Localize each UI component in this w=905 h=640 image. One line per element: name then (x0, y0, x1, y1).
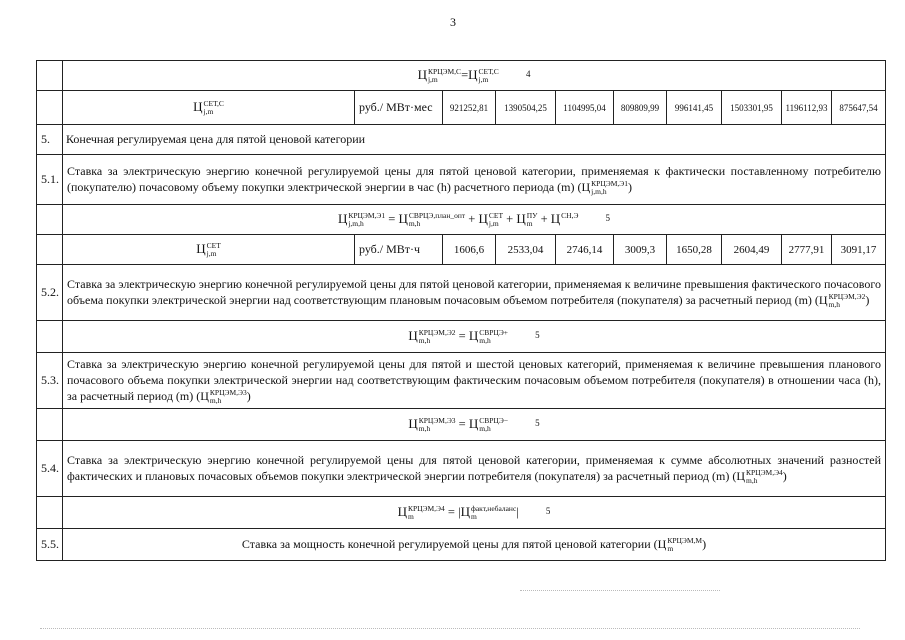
formula-4 (417, 66, 531, 85)
close-paren: ) (865, 292, 870, 307)
value-cell: 809809,99 (614, 91, 667, 125)
sub: m,h (479, 424, 491, 434)
value-cell: 2746,14 (556, 235, 614, 265)
scan-artifact (40, 628, 860, 630)
section-heading: Конечная регулируемая цена для пятой ценовой категории (63, 125, 886, 155)
sup: СЕТ,С (203, 99, 224, 109)
sup: СВРЦЭ+ (479, 328, 509, 338)
row-number-cell (37, 321, 63, 353)
value-cell: 921252,81 (443, 91, 496, 125)
price-symbol: Ц (516, 210, 526, 226)
description-cell (63, 265, 886, 321)
price-symbol: Ц (468, 66, 478, 82)
sup: СЕТ (206, 241, 221, 251)
price-symbol: Ц (408, 327, 418, 343)
value-cell: 1650,28 (667, 235, 722, 265)
description-cell (63, 529, 886, 561)
sub: j,m (206, 249, 217, 259)
symbol-cell (63, 91, 355, 125)
sup: ПУ (526, 211, 538, 221)
value-cell: 2777,91 (782, 235, 832, 265)
price-symbol: Ц (736, 469, 745, 484)
row-number: 5.2. (37, 265, 63, 321)
sup: КРЦЭМ,М (667, 535, 703, 545)
sub: m (470, 512, 477, 522)
sup: КРЦЭМ,С (427, 67, 462, 77)
price-symbol: Ц (193, 98, 203, 114)
table-row (37, 61, 886, 91)
sub: m (526, 219, 533, 229)
sub: j,m (427, 75, 438, 85)
row-number-cell (37, 235, 63, 265)
value-cell: 3009,3 (614, 235, 667, 265)
sup: КРЦЭМ,Э2 (828, 292, 866, 302)
price-symbol: Ц (550, 210, 561, 226)
sup: факт,небаланс (470, 504, 517, 514)
plus-sign: + (468, 211, 476, 226)
page-number: 3 (450, 15, 456, 29)
description-cell (63, 353, 886, 409)
description-cell (63, 155, 886, 205)
equals-sign: = (461, 67, 469, 82)
sub: m (667, 543, 674, 553)
sup: КРЦЭМ,Э1 (591, 179, 628, 189)
table-row (37, 91, 886, 125)
price-symbol: Ц (200, 389, 209, 403)
price-symbol: Ц (460, 504, 470, 520)
sup: СН,Э (561, 211, 579, 221)
value-cell: 2533,04 (496, 235, 556, 265)
equals-sign: = (458, 328, 466, 343)
sub: m,h (828, 300, 841, 310)
value-cell: 1196112,93 (782, 91, 832, 125)
row-number: 5.5. (37, 529, 63, 561)
unit-cell: руб./ МВт·мес (355, 91, 443, 125)
description-text: Ставка за электрическую энергию конечной регулируемой цены для пятой ценовой категории, применяемая к сумме абсолютных значений разностей фактических и плановых почасовых объемов покупки электрической энергии потребителя (покупателя) за расчетный период (m) ( (67, 453, 882, 484)
sup: КРЦЭМ,Э3 (209, 388, 247, 398)
price-symbol: Ц (468, 416, 479, 432)
plus-sign: + (540, 211, 548, 226)
price-symbol: Ц (581, 179, 591, 194)
formula-cell (63, 205, 886, 235)
equals-sign: = (458, 417, 466, 432)
sup: КРЦЭМ,Э3 (418, 416, 456, 426)
row-number: 5. (37, 125, 63, 155)
scan-artifact (520, 590, 720, 592)
row-number: 5.3. (37, 353, 63, 409)
table-row (37, 125, 886, 155)
value-cell: 875647,54 (832, 91, 886, 125)
equals-sign: = (388, 211, 396, 226)
sup: КРЦЭМ,Э4 (407, 504, 445, 514)
sup: КРЦЭМ,Э4 (745, 468, 783, 478)
table-row (37, 497, 886, 529)
price-symbol: Ц (408, 416, 418, 432)
footnote-marker: 5 (605, 212, 611, 223)
sub: m,h (745, 476, 758, 486)
close-paren: ) (246, 389, 251, 403)
description-cell (63, 441, 886, 497)
footnote-marker: 4 (525, 68, 531, 79)
table-row (37, 529, 886, 561)
sub: m,h (418, 336, 431, 346)
price-symbol: Ц (818, 292, 828, 307)
row-number-cell (37, 91, 63, 125)
close-paren: ) (702, 536, 707, 551)
close-paren: ) (782, 469, 787, 484)
price-symbol: Ц (468, 327, 479, 343)
tariff-table (36, 60, 886, 561)
row-number-cell (37, 205, 63, 235)
formula-cell (63, 497, 886, 529)
price-symbol: Ц (397, 504, 407, 520)
footnote-marker: 5 (535, 418, 540, 429)
sub: m,h (209, 396, 222, 406)
sub: m,h (408, 219, 421, 229)
value-cell: 2604,49 (722, 235, 782, 265)
sub: m,h (418, 424, 431, 434)
sub: j,m (203, 107, 214, 117)
equals-sign: = (447, 505, 455, 520)
value-cell: 1390504,25 (496, 91, 556, 125)
sup: СЕТ (488, 211, 504, 221)
table-row (37, 265, 886, 321)
price-symbol: Ц (398, 210, 408, 226)
table-row (37, 409, 886, 441)
formula-cell (63, 61, 886, 91)
value-cell: 996141,45 (667, 91, 722, 125)
unit-cell: руб./ МВт·ч (355, 235, 443, 265)
close-paren: ) (627, 179, 632, 194)
table-row (37, 321, 886, 353)
sub: m (407, 512, 414, 522)
sub: j,m (488, 219, 499, 229)
sub: j,m,h (348, 219, 364, 229)
table-row (37, 441, 886, 497)
row-number-cell (37, 61, 63, 91)
formula-cell (63, 409, 886, 441)
abs-bar: | (516, 505, 519, 520)
sup: СВРЦЭ,план_опт (408, 211, 466, 221)
table-row (37, 205, 886, 235)
description-text: Ставка за электрическую энергию конечной регулируемой цены для пятой ценовой категории, применяемая к фактически поставленному потребителю (покупателю) почасовому объему покупки электрической энергии в час (h) расчетного периода (m) ( (67, 163, 882, 194)
price-symbol: Ц (337, 210, 348, 226)
sup: СВРЦЭ− (479, 416, 509, 426)
abs-bar: | (458, 505, 461, 520)
row-number-cell (37, 409, 63, 441)
sup: КРЦЭМ,Э2 (418, 328, 456, 338)
plus-sign: + (506, 211, 514, 226)
value-cell: 1104995,04 (556, 91, 614, 125)
description-text: Ставка за мощность конечной регулируемой цены для пятой ценовой категории ( (241, 536, 658, 551)
row-number: 5.4. (37, 441, 63, 497)
sub: j,m,h (591, 187, 607, 197)
row-number: 5.1. (37, 155, 63, 205)
sub: m,h (479, 336, 491, 346)
sup: СЕТ,С (478, 67, 499, 77)
footnote-marker: 5 (535, 329, 540, 340)
price-symbol: Ц (196, 240, 206, 256)
footnote-marker: 5 (545, 506, 551, 517)
table-row (37, 353, 886, 409)
price-symbol: Ц (657, 536, 667, 551)
price-symbol: Ц (417, 66, 427, 82)
table-row (37, 155, 886, 205)
description-text: Ставка за электрическую энергию конечной регулируемой цены для пятой ценовой категории, применяемая к величине превышения фактического почасового объема покупки электрической энергии над соответствующим плановым почасовым объемом потребителя (покупателя) за расчетный период (m) ( (67, 276, 882, 307)
sup: КРЦЭМ,Э1 (348, 211, 386, 221)
description-text: Ставка за электрическую энергию конечной регулируемой цены для пятой и шестой ценовых категорий, применяемая к величине превышения планового почасового объема покупки электрической энергии над соответствующим фактическим почасовым объемом потребителя (покупателя) в отношении часа (h), за расчетный период (m) ( (67, 357, 882, 403)
formula-cell (63, 321, 886, 353)
symbol-cell (63, 235, 355, 265)
sub: j,m (478, 75, 489, 85)
row-number-cell (37, 497, 63, 529)
price-symbol: Ц (478, 210, 488, 226)
value-cell: 1606,6 (443, 235, 496, 265)
value-cell: 1503301,95 (722, 91, 782, 125)
table-row (37, 235, 886, 265)
value-cell: 3091,17 (832, 235, 886, 265)
